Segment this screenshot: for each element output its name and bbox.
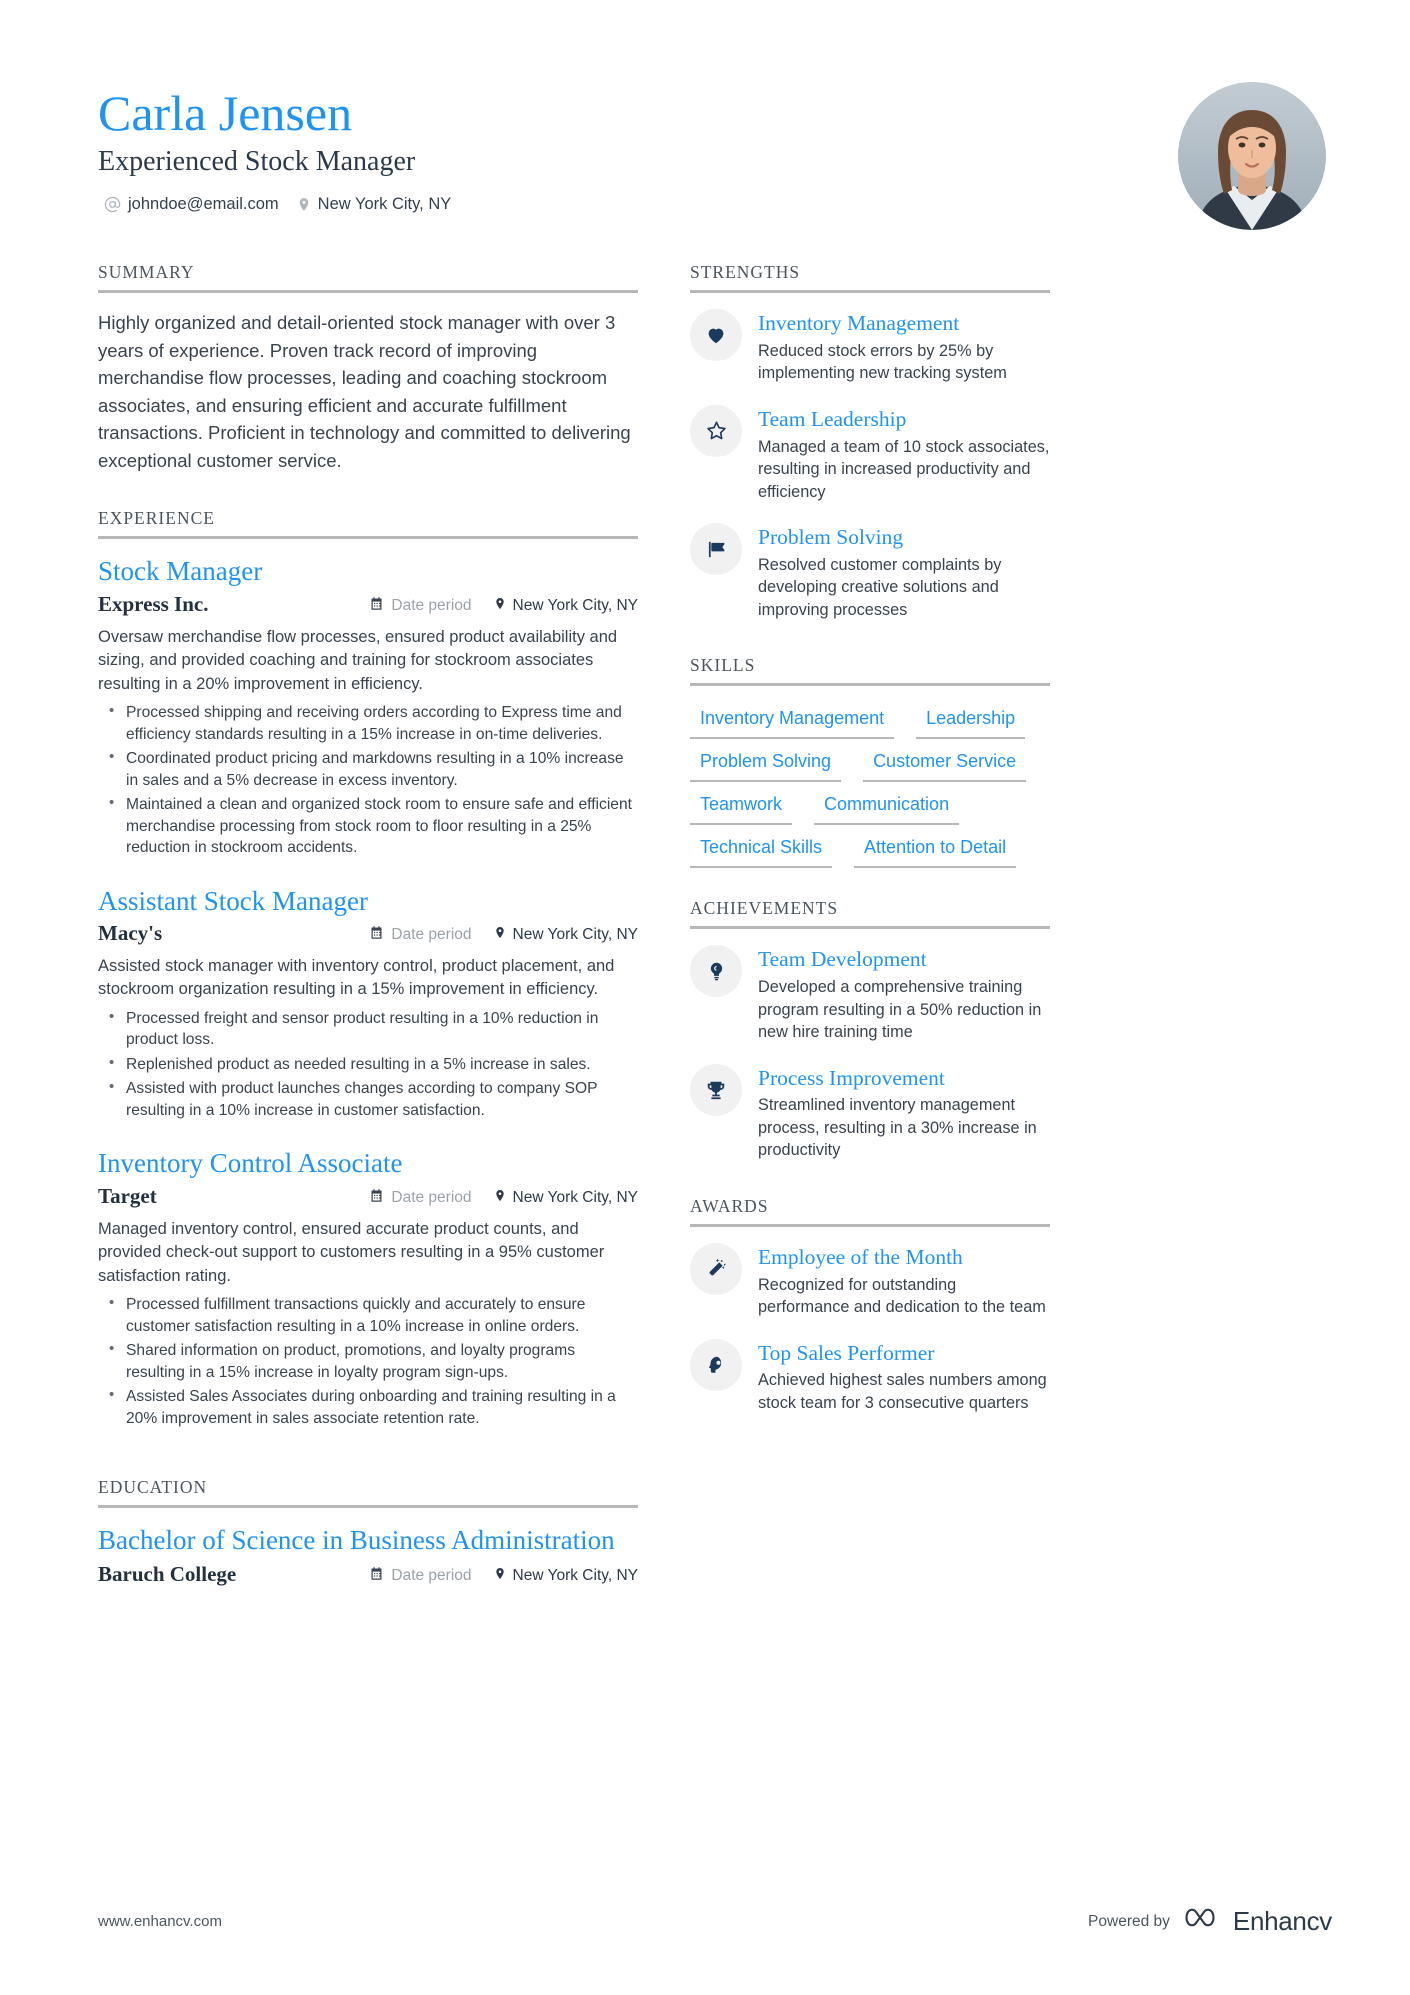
section-awards bbox=[690, 1196, 1050, 1415]
strength-item bbox=[690, 405, 1050, 503]
education-date bbox=[369, 1566, 471, 1586]
education-meta-right bbox=[369, 1566, 638, 1586]
skill-tag[interactable]: Teamwork bbox=[690, 792, 792, 825]
list-item: • Processed fulfillment transactions quickly and accurately to ensure customer satisfaction resulting in a 10% increase in online orders. bbox=[102, 1294, 638, 1337]
footer-url[interactable]: www.enhancv.com bbox=[98, 1913, 222, 1930]
footer bbox=[98, 1906, 1332, 1937]
section-education bbox=[98, 1477, 638, 1586]
lightbulb-icon bbox=[690, 945, 742, 997]
list-item: • Coordinated product pricing and markdowns resulting in a 10% increase in sales and a 5% decrease in excess inventory. bbox=[102, 748, 638, 791]
job-description: Oversaw merchandise flow processes, ensured product availability and sizing, and provided coaching and training for stockroom associates resulting in a 20% improvement in efficiency. bbox=[98, 627, 618, 693]
list-item: • Replenished product as needed resulting in a 5% increase in sales. bbox=[102, 1054, 638, 1076]
brand-name: Enhancv bbox=[1232, 1906, 1332, 1936]
job-role: Stock Manager bbox=[98, 556, 263, 587]
section-title-education: EDUCATION bbox=[98, 1477, 208, 1498]
head-profile-icon bbox=[690, 1339, 742, 1391]
job-date-text: Date period bbox=[391, 926, 472, 944]
section-title-summary: SUMMARY bbox=[98, 262, 195, 282]
education-location bbox=[494, 1566, 638, 1586]
achievement-body bbox=[758, 1064, 1050, 1162]
map-pin-icon bbox=[297, 196, 311, 213]
list-item: • Processed shipping and receiving orders according to Express time and efficiency standards resulting in a 15% increase in on-time deliveries. bbox=[102, 702, 638, 745]
job-date-text: Date period bbox=[391, 596, 472, 614]
skill-tag[interactable]: Leadership bbox=[916, 706, 1025, 739]
divider bbox=[690, 683, 1050, 686]
summary-text: Highly organized and detail-oriented stock manager with over 3 years of experience. Proven track record of improving merchandise flow processes, leading and coaching stockroom associates, and ensuring efficient and accurate fulfillment transactions. Proficient in technology and committed to delivering exceptional customer service. bbox=[98, 312, 631, 471]
header-identity bbox=[98, 82, 451, 214]
section-title-awards: AWARDS bbox=[690, 1195, 769, 1216]
award-title: Employee of the Month bbox=[758, 1244, 963, 1269]
contact-email[interactable] bbox=[104, 195, 279, 214]
education-entry bbox=[98, 1524, 638, 1586]
skill-tag[interactable]: Customer Service bbox=[863, 749, 1026, 782]
calendar-icon bbox=[369, 596, 384, 616]
education-degree: Bachelor of Science in Business Administration bbox=[98, 1525, 615, 1556]
map-pin-icon bbox=[494, 925, 506, 945]
job-bullets bbox=[98, 702, 638, 859]
job-meta-row bbox=[98, 921, 638, 946]
job-date bbox=[369, 925, 471, 945]
education-location-text: New York City, NY bbox=[512, 1566, 638, 1584]
experience-entry bbox=[98, 885, 638, 1122]
contact-location bbox=[297, 195, 452, 214]
divider bbox=[98, 536, 638, 539]
job-bullets bbox=[98, 1008, 638, 1122]
resume-header bbox=[98, 60, 1332, 230]
job-meta-row bbox=[98, 1184, 638, 1209]
magic-wand-icon bbox=[690, 1243, 742, 1295]
avatar bbox=[1178, 82, 1326, 230]
achievement-description: Streamlined inventory management process, resulting in a 30% increase in productivity bbox=[758, 1096, 1037, 1160]
strength-item bbox=[690, 309, 1050, 385]
side-column bbox=[690, 262, 1050, 1434]
job-company: Express Inc. bbox=[98, 591, 209, 616]
header-subtitle: Experienced Stock Manager bbox=[98, 146, 416, 177]
section-achievements bbox=[690, 898, 1050, 1162]
job-date-text: Date period bbox=[391, 1188, 472, 1206]
section-title-strengths: STRENGTHS bbox=[690, 262, 801, 282]
job-bullets bbox=[98, 1294, 638, 1429]
strength-body bbox=[758, 523, 1050, 621]
education-meta-row bbox=[98, 1562, 638, 1587]
calendar-icon bbox=[369, 925, 384, 945]
job-description: Managed inventory control, ensured accurate product counts, and provided check-out support to customers resulting in a 95% customer satisfaction rating. bbox=[98, 1219, 605, 1285]
strength-description: Managed a team of 10 stock associates, resulting in increased productivity and efficiency bbox=[758, 437, 1050, 501]
map-pin-icon bbox=[494, 596, 506, 616]
page-title: Carla Jensen bbox=[98, 85, 353, 141]
job-company: Macy's bbox=[98, 921, 163, 946]
award-description: Recognized for outstanding performance and dedication to the team bbox=[758, 1275, 1046, 1317]
job-description: Assisted stock manager with inventory control, product placement, and stockroom organization resulting in a 15% improvement in efficiency. bbox=[98, 957, 615, 999]
powered-by-label: Powered by bbox=[1088, 1912, 1170, 1930]
at-icon bbox=[104, 196, 121, 213]
contact-email-text: johndoe@email.com bbox=[128, 194, 279, 213]
award-item bbox=[690, 1339, 1050, 1415]
map-pin-icon bbox=[494, 1566, 506, 1586]
education-date-text: Date period bbox=[391, 1566, 472, 1584]
skill-tag[interactable]: Problem Solving bbox=[690, 749, 841, 782]
experience-entry bbox=[98, 1147, 638, 1429]
section-title-skills: SKILLS bbox=[690, 655, 756, 676]
job-role: Inventory Control Associate bbox=[98, 1148, 403, 1179]
strength-item bbox=[690, 523, 1050, 621]
award-title: Top Sales Performer bbox=[758, 1340, 935, 1365]
achievement-title: Team Development bbox=[758, 947, 927, 972]
contact-location-text: New York City, NY bbox=[317, 194, 452, 213]
strength-title: Inventory Management bbox=[758, 311, 960, 335]
job-location-text: New York City, NY bbox=[512, 1188, 638, 1206]
divider bbox=[98, 1505, 638, 1508]
skill-tag[interactable]: Communication bbox=[814, 792, 959, 825]
job-meta-right bbox=[369, 925, 638, 945]
job-location-text: New York City, NY bbox=[512, 596, 638, 614]
section-strengths bbox=[690, 262, 1050, 621]
divider bbox=[690, 926, 1050, 929]
flag-icon bbox=[690, 523, 742, 575]
achievement-title: Process Improvement bbox=[758, 1065, 945, 1090]
award-body bbox=[758, 1339, 1050, 1415]
job-role: Assistant Stock Manager bbox=[98, 885, 368, 916]
section-experience bbox=[98, 508, 638, 1429]
job-location bbox=[494, 1188, 638, 1208]
job-date bbox=[369, 1188, 471, 1208]
divider bbox=[98, 290, 638, 293]
job-meta-right bbox=[369, 1188, 638, 1208]
list-item: • Maintained a clean and organized stock room to ensure safe and efficient merchandise processing from stock room to floor resulting in a 25% reduction in stockroom accidents. bbox=[102, 794, 638, 859]
job-date bbox=[369, 596, 471, 616]
enhancv-logo-icon bbox=[1184, 1906, 1224, 1937]
job-company: Target bbox=[98, 1183, 157, 1208]
award-item bbox=[690, 1243, 1050, 1319]
strength-description: Resolved customer complaints by developing creative solutions and improving processes bbox=[758, 555, 1002, 619]
divider bbox=[690, 1224, 1050, 1227]
skill-tag[interactable]: Inventory Management bbox=[690, 706, 894, 739]
divider bbox=[690, 290, 1050, 293]
section-summary bbox=[98, 262, 638, 474]
skill-tag[interactable]: Technical Skills bbox=[690, 835, 832, 868]
job-location-text: New York City, NY bbox=[512, 926, 638, 944]
list-item: • Shared information on product, promotions, and loyalty programs resulting in a 15% increase in loyalty program sign-ups. bbox=[102, 1340, 638, 1383]
job-meta-row bbox=[98, 592, 638, 617]
job-location bbox=[494, 925, 638, 945]
resume-body bbox=[98, 262, 1332, 1613]
map-pin-icon bbox=[494, 1188, 506, 1208]
strength-body bbox=[758, 405, 1050, 503]
main-column bbox=[98, 262, 638, 1613]
job-location bbox=[494, 596, 638, 616]
trophy-icon bbox=[690, 1064, 742, 1116]
award-description: Achieved highest sales numbers among stock team for 3 consecutive quarters bbox=[758, 1371, 1047, 1412]
list-item: • Assisted Sales Associates during onboarding and training resulting in a 20% improvement in sales associate retention rate. bbox=[102, 1386, 638, 1429]
section-title-experience: EXPERIENCE bbox=[98, 508, 215, 529]
job-meta-right bbox=[369, 596, 638, 616]
heart-icon bbox=[690, 309, 742, 361]
list-item: • Processed freight and sensor product resulting in a 10% reduction in product loss. bbox=[102, 1008, 638, 1051]
award-body bbox=[758, 1243, 1050, 1319]
strength-description: Reduced stock errors by 25% by implementing new tracking system bbox=[758, 341, 1007, 383]
strength-title: Problem Solving bbox=[758, 525, 904, 550]
brand-logo bbox=[1184, 1906, 1332, 1937]
skill-tag[interactable]: Attention to Detail bbox=[854, 835, 1016, 868]
strength-body bbox=[758, 309, 1050, 385]
list-item: • Assisted with product launches changes according to company SOP resulting in a 10% increase in customer satisfaction. bbox=[102, 1078, 638, 1121]
calendar-icon bbox=[369, 1566, 384, 1586]
skills-list bbox=[690, 702, 1050, 868]
achievement-body bbox=[758, 945, 1050, 1043]
section-title-achievements: ACHIEVEMENTS bbox=[690, 898, 839, 919]
achievement-item bbox=[690, 1064, 1050, 1162]
education-school: Baruch College bbox=[98, 1561, 237, 1586]
experience-entry bbox=[98, 555, 638, 858]
footer-branding bbox=[1088, 1906, 1332, 1937]
strength-title: Team Leadership bbox=[758, 406, 907, 431]
section-skills bbox=[690, 655, 1050, 868]
calendar-icon bbox=[369, 1188, 384, 1208]
achievement-description: Developed a comprehensive training program resulting in a 50% reduction in new hire training time bbox=[758, 978, 1042, 1042]
star-icon bbox=[690, 405, 742, 457]
contact-row bbox=[98, 195, 451, 214]
achievement-item bbox=[690, 945, 1050, 1043]
